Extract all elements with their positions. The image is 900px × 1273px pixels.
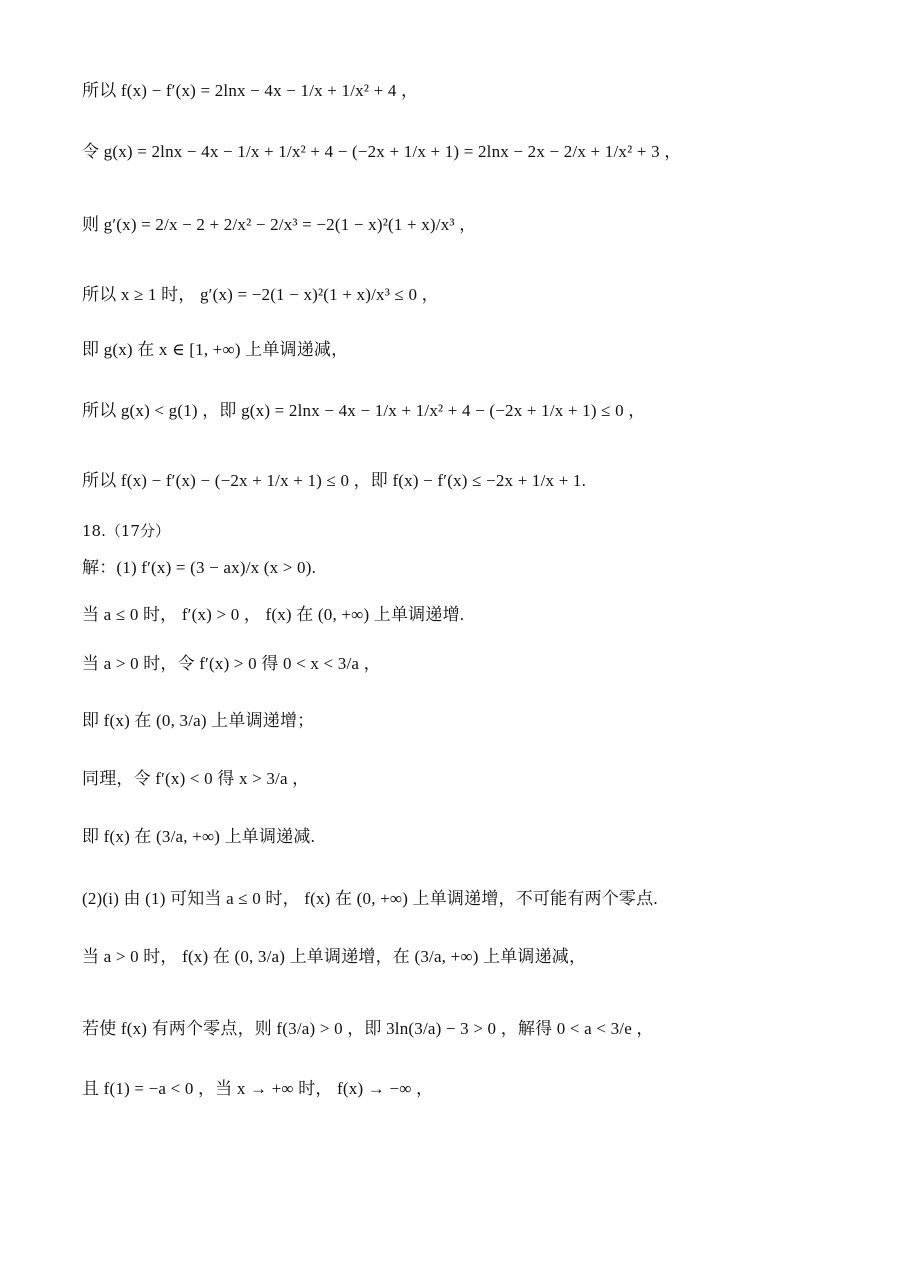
line-10: 当 a ≤ 0 时， f′(x) > 0 ， f(x) 在 (0, +∞) 上单调递增.: [82, 605, 465, 624]
line-4: 所以 x ≥ 1 时， g′(x) = −2(1 − x)²(1 + x)/x³ ≤ 0 ，: [82, 285, 439, 304]
problem-18-heading: 18.（17分）: [82, 522, 170, 540]
line-6: 所以 g(x) < g(1) ，即 g(x) = 2lnx − 4x − 1/x + 1/x² + 4 − (−2x + 1/x + 1) ≤ 0 ，: [82, 401, 646, 420]
line-12: 即 f(x) 在 (0, 3/a) 上单调递增；: [82, 711, 315, 730]
line-2: 令 g(x) = 2lnx − 4x − 1/x + 1/x² + 4 − (−2x + 1/x + 1) = 2lnx − 2x − 2/x + 1/x² + 3 ，: [82, 142, 682, 161]
line-18: 且 f(1) = −a < 0 ，当 x → +∞ 时， f(x) → −∞ ，: [82, 1079, 434, 1098]
line-5: 即 g(x) 在 x ∈ [1, +∞) 上单调递减，: [82, 340, 349, 359]
line-11: 当 a > 0 时，令 f′(x) > 0 得 0 < x < 3/a ，: [82, 654, 381, 673]
line-7: 所以 f(x) − f′(x) − (−2x + 1/x + 1) ≤ 0 ，即 f(x) − f′(x) ≤ −2x + 1/x + 1.: [82, 471, 587, 490]
line-13: 同理，令 f′(x) < 0 得 x > 3/a ，: [82, 769, 310, 788]
line-15: (2)(i) 由 (1) 可知当 a ≤ 0 时， f(x) 在 (0, +∞) 上单调递增，不可能有两个零点.: [82, 889, 658, 908]
line-14: 即 f(x) 在 (3/a, +∞) 上单调递减.: [82, 827, 316, 846]
line-1: 所以 f(x) − f′(x) = 2lnx − 4x − 1/x + 1/x² + 4 ，: [82, 81, 419, 100]
line-3: 则 g′(x) = 2/x − 2 + 2/x² − 2/x³ = −2(1 − x)²(1 + x)/x³ ，: [82, 215, 477, 234]
line-16: 当 a > 0 时， f(x) 在 (0, 3/a) 上单调递增，在 (3/a, +∞) 上单调递减，: [82, 947, 587, 966]
line-17: 若使 f(x) 有两个零点，则 f(3/a) > 0 ，即 3ln(3/a) − 3 > 0 ，解得 0 < a < 3/e ，: [82, 1019, 654, 1038]
line-9: 解：(1) f′(x) = (3 − ax)/x (x > 0).: [82, 558, 317, 577]
